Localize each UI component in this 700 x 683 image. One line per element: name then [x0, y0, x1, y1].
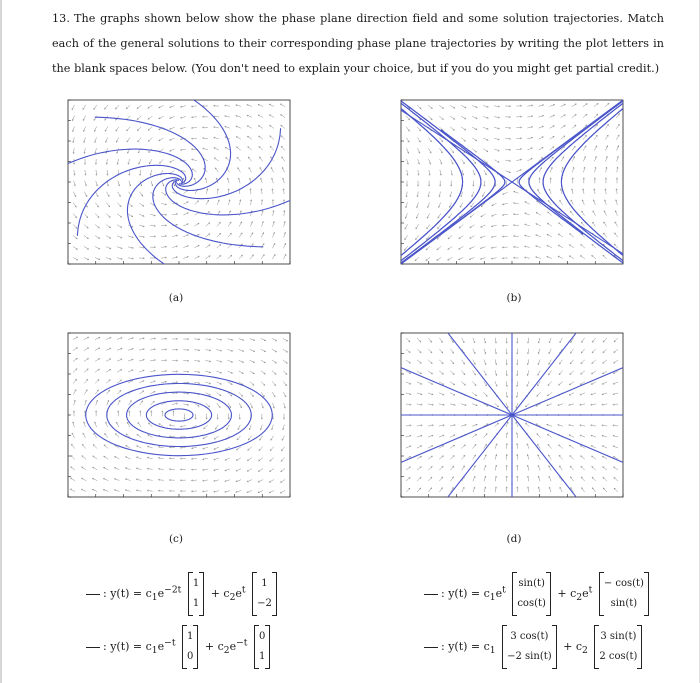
vector-3a: 1 0 [182, 625, 198, 669]
caption-c: (c) [168, 533, 184, 545]
plot-d [385, 325, 635, 515]
question-13 [52, 6, 664, 81]
phase-plot-star [385, 325, 635, 515]
answer-blank-2[interactable] [424, 593, 438, 595]
question-number: 13. [52, 12, 70, 25]
vector-3b: 0 1 [254, 625, 270, 669]
vector-1a: 1 1 [188, 572, 204, 616]
vector-2b: − cos(t) sin(t) [599, 572, 649, 616]
answer-blank-1[interactable] [86, 593, 100, 595]
caption-a: (a) [168, 292, 184, 304]
phase-plot-saddle [385, 92, 635, 282]
caption-b: (b) [506, 292, 522, 304]
plot-area [68, 100, 290, 264]
answer-blank-4[interactable] [424, 646, 438, 648]
vector-2a: sin(t) cos(t) [512, 572, 551, 616]
caption-d: (d) [506, 533, 522, 545]
plot-area [68, 333, 290, 497]
phase-plot-center [52, 325, 302, 515]
question-text: The graphs shown below show the phase plane direction field and some solution trajectories. Match each of the general solutions to their corresponding phase plane trajectories by writing the plot letters in the blank spaces below. (You don't need to explain your choice, but if you do you might get partial credit.) [52, 12, 664, 75]
answer-1: : $y(t) = c_1e^{-2t}$ 1 1 + $c_2e^t$ 1 −2 [86, 572, 280, 616]
phase-plot-spiral [52, 92, 302, 282]
vector-4a: 3 cos(t) −2 sin(t) [502, 625, 557, 669]
vector-1b: 1 −2 [252, 572, 277, 616]
plot-a [52, 92, 302, 282]
vector-4b: 3 sin(t) 2 cos(t) [594, 625, 642, 669]
answer-4: : $y(t) = c_1$ 3 cos(t) −2 sin(t) + $c_2$ 3 sin(t) 2 cos(t) [424, 625, 645, 669]
plot-c [52, 325, 302, 515]
page-left-edge [0, 0, 2, 683]
answer-blank-3[interactable] [86, 646, 100, 648]
plot-frame [68, 100, 290, 264]
plot-frame [68, 333, 290, 497]
plot-b [385, 92, 635, 282]
answer-2: : $y(t) = c_1e^t$ sin(t) cos(t) + $c_2e^t$ − cos(t) sin(t) [424, 572, 652, 616]
answer-3: : $y(t) = c_1e^{-t}$ 1 0 + $c_2e^{-t}$ 0 1 [86, 625, 273, 669]
